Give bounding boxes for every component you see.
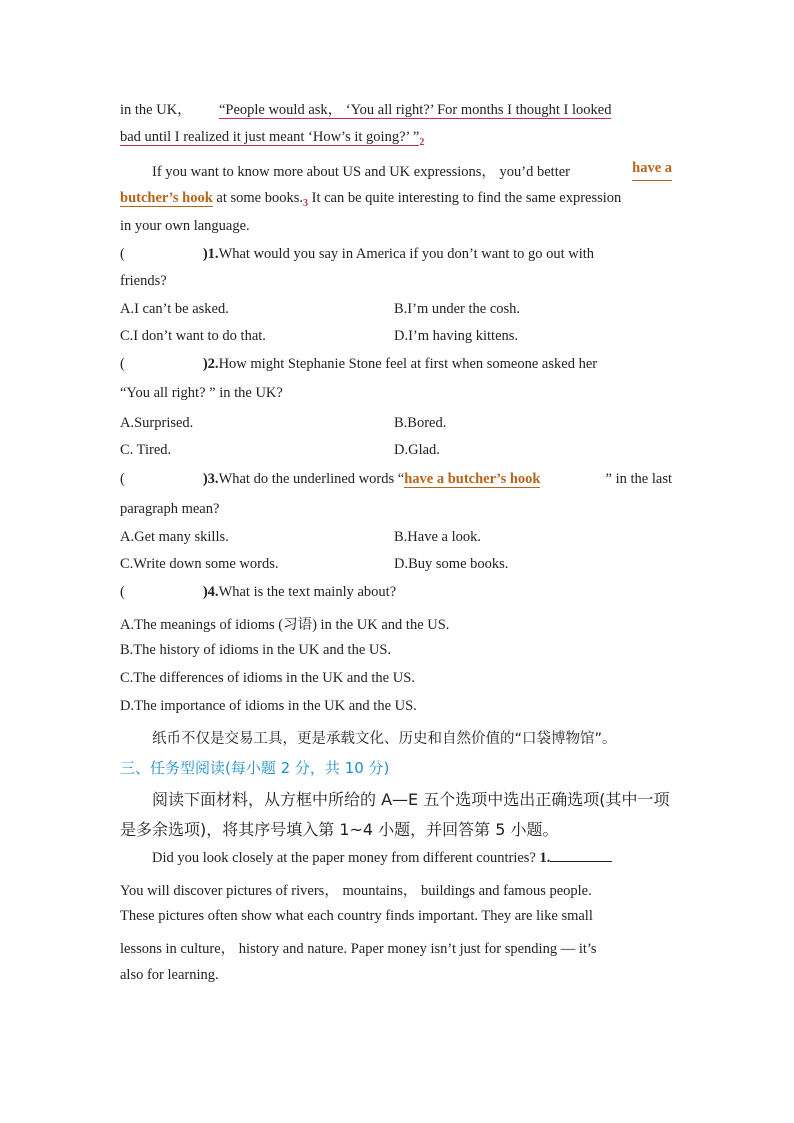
question-1: ( )1.What would you say in America if you don’t want to go out with xyxy=(120,246,595,262)
question-3: ( )3.What do the underlined words “have a butcher’s hook ” in the last xyxy=(120,471,672,487)
question-3-cont: paragraph mean? xyxy=(120,501,220,517)
passage-line: You will discover pictures of rivers， mountains， buildings and famous people. xyxy=(120,883,592,899)
passage-line: butcher’s hook at some $books._3$ It can be quite interesting to find the same expression xyxy=(120,190,622,209)
highlight-phrase: have a butcher’s hook xyxy=(404,471,541,487)
option-a: A.Surprised. xyxy=(120,415,194,431)
passage-line xyxy=(120,129,672,146)
section-intro: 纸币不仅是交易工具，更是承载文化、历史和自然价值的“口袋博物馆”。 xyxy=(152,731,617,747)
instructions: 阅读下面材料，从方框中所给的 A—E 五个选项中选出正确选项(其中一项 xyxy=(152,790,670,809)
question-1-cont: friends? xyxy=(120,273,167,289)
underlined-quote: bad until I realized it just meant ‘How’s it going?’ ” xyxy=(120,129,420,145)
answer-blank[interactable] xyxy=(550,861,612,862)
option-c: C.Write down some words. xyxy=(120,556,279,572)
passage-line: These pictures often show what each country finds important. They are like small xyxy=(120,908,593,924)
option-d: D.Buy some books. xyxy=(394,556,509,572)
passage-line: in your own language. xyxy=(120,218,250,234)
highlight-phrase: have a xyxy=(632,160,672,181)
option-d: D.Glad. xyxy=(394,442,440,458)
question-2-cont: “You all right? ” in the UK? xyxy=(120,385,283,401)
passage-line: lessons in culture， history and nature. Paper money isn’t just for spending — it’s xyxy=(120,941,597,957)
instructions-cont: 是多余选项)，将其序号填入第 1~4 小题，并回答第 5 小题。 xyxy=(120,820,559,839)
option-d: D.I’m having kittens. xyxy=(394,328,519,344)
passage-line: in the UK， “People would ask， ‘You all right?’ For months I thought I looked xyxy=(120,102,612,118)
option-b: B.Bored. xyxy=(394,415,447,431)
option-b: B.I’m under the cosh. xyxy=(394,301,521,317)
option-a: A.Get many skills. xyxy=(120,529,229,545)
option-c: C.The differences of idioms in the UK and the US. xyxy=(120,670,415,686)
option-c: C.I don’t want to do that. xyxy=(120,328,266,344)
question-2: ( )2.How might Stephanie Stone feel at first when someone asked her xyxy=(120,356,598,372)
passage-line: also for learning. xyxy=(120,967,219,983)
question-4: ( )4.What is the text mainly about? xyxy=(120,584,397,600)
passage-line: If you want to know more about US and UK expressions， you’d better have a xyxy=(152,160,672,180)
option-a: A.I can’t be asked. xyxy=(120,301,229,317)
option-a: A.The meanings of idioms (习语) in the UK and the US. xyxy=(120,617,450,633)
note-mark: 2 xyxy=(419,137,425,148)
section-title: 三、任务型阅读(每小题 2 分，共 10 分) xyxy=(120,759,390,777)
underlined-quote: “People would ask， ‘You all right?’ For months I thought I looked xyxy=(218,102,612,118)
note-mark: 3 xyxy=(303,198,308,209)
highlight-phrase: butcher’s hook xyxy=(120,190,213,206)
option-b: B.Have a look. xyxy=(394,529,481,545)
option-c: C. Tired. xyxy=(120,442,172,458)
passage-line: Did you look closely at the paper money from different countries? 1. xyxy=(152,850,672,867)
option-d: D.The importance of idioms in the UK and the US. xyxy=(120,698,417,714)
option-b: B.The history of idioms in the UK and the US. xyxy=(120,642,392,658)
